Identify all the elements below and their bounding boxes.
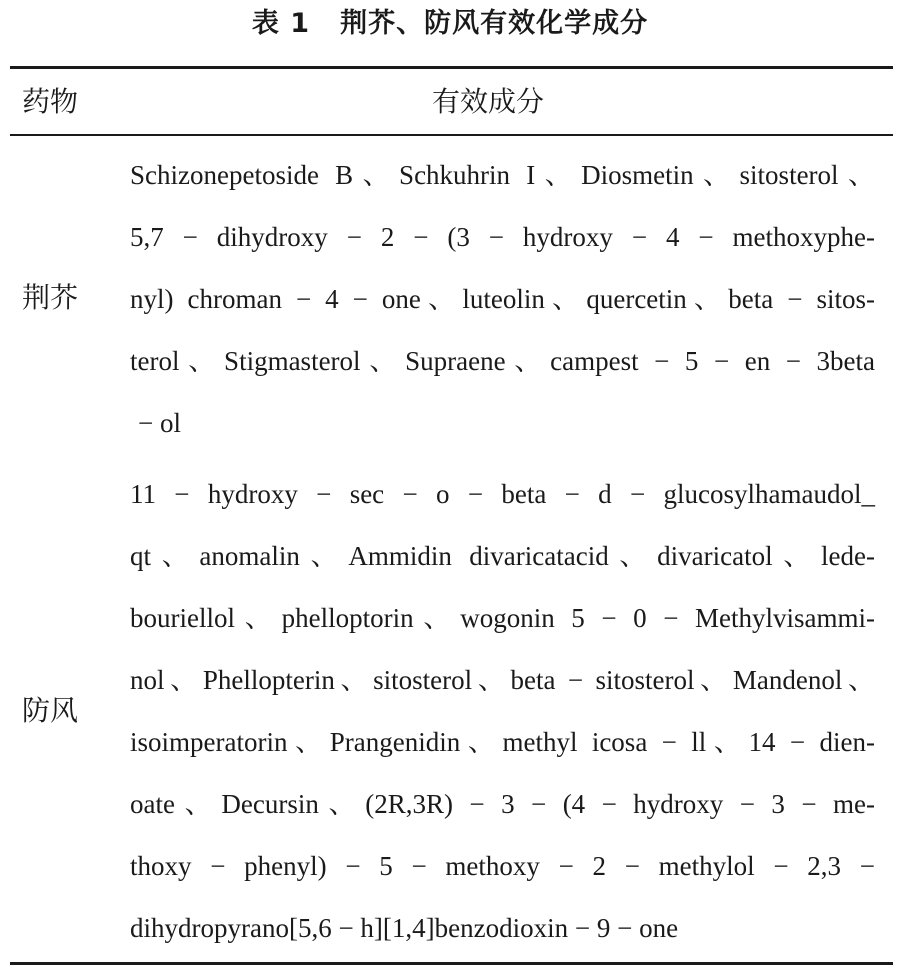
component-line: terol、Stigmasterol、Supraene、campest − 5 − en − 3beta — [130, 346, 875, 376]
component-line: 5,7 − dihydroxy − 2 − (3 − hydroxy − 4 − methoxyphe- — [130, 222, 875, 252]
components-fangfeng — [130, 474, 875, 970]
component-line: bouriellol、phelloptorin、wogonin 5 − 0 − Methylvisammi- — [130, 603, 875, 633]
component-line: oate、Decursin、(2R,3R) − 3 − (4 − hydroxy − 3 − me- — [130, 789, 875, 819]
header-drug: 药物 — [22, 85, 79, 118]
top-rule — [10, 66, 893, 69]
header-components: 有效成分 — [432, 85, 545, 118]
component-line: thoxy − phenyl) − 5 − methoxy − 2 − methylol − 2,3 − — [130, 851, 875, 881]
bottom-rule — [10, 962, 893, 965]
component-line: − ol — [138, 408, 181, 438]
table-number: 表 1 — [251, 8, 311, 39]
components-jingjie — [130, 155, 875, 465]
component-line: Schizonepetoside B、Schkuhrin I、Diosmetin、sitosterol、 — [130, 160, 875, 190]
component-line: dihydropyrano[5,6 − h][1,4]benzodioxin − 9 − one — [130, 913, 679, 943]
component-line: 11 − hydroxy − sec − o − beta − d − glucosylhamaudol_ — [130, 479, 875, 509]
component-line: qt、anomalin、Ammidin divaricatacid、divaricatol、lede- — [130, 541, 875, 571]
drug-name-fangfeng: 防风 — [22, 694, 79, 727]
header-rule — [10, 134, 893, 136]
component-line: nyl) chroman − 4 − one、luteolin、quercetin、beta − sitos- — [130, 284, 875, 314]
component-line: nol、Phellopterin、sitosterol、beta − sitosterol、Mandenol、 — [130, 665, 875, 695]
drug-name-jingjie: 荆芥 — [22, 281, 79, 314]
table-title: 荆芥、防风有效化学成分 — [340, 8, 649, 39]
table-caption — [0, 6, 900, 42]
component-line: isoimperatorin、Prangenidin、methyl icosa − ll、14 − dien- — [130, 727, 875, 757]
